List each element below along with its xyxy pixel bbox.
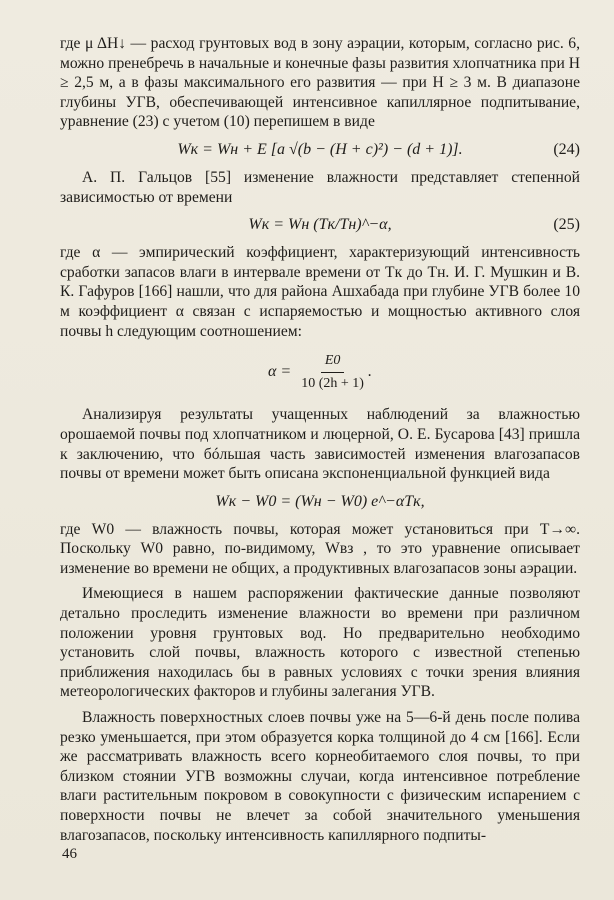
formula-alpha-end: . [367,363,372,381]
formula-alpha-numerator: E0 [321,351,345,373]
formula-25-body: Wк = Wн (Tк/Tн)^−α, [248,216,392,234]
formula-alpha-fraction [297,351,368,393]
paragraph-5: где W0 — влажность почвы, которая может установиться при T→∞. Поскольку W0 равно, по-видимому, Wвз , то это уравнение описывает изменение во времени не общих, а продуктивных влагозапасов зоны аэрации. [60,520,580,577]
text-column [60,34,580,845]
formula-25-number: (25) [553,216,580,234]
paragraph-6: Имеющиеся в нашем распоряжении фактические данные позволяют детально проследить изменение влажности во времени при различном положении уровня грунтовых вод. Но предварительно необходимо установить слой почвы, влажность которого с известной степенью приближения находилась бы в равных условиях с точки зрения влияния метеорологических факторов и глубины залегания УГВ. [60,585,580,701]
formula-24-number: (24) [553,141,580,159]
formula-alpha-lhs: α = [268,363,292,381]
formula-exp [60,491,580,513]
formula-24-body: Wк = Wн + E [a √(b − (H + c)²) − (d + 1)]. [177,141,463,159]
formula-alpha-denominator: 10 (2h + 1) [301,375,364,391]
formula-exp-body: Wк − W0 = (Wн − W0) e^−αTк, [215,492,425,510]
paragraph-2: А. П. Гальцов [55] изменение влажности представляет степенной зависимостью от времени [60,168,580,206]
paragraph-7: Влажность поверхностных слоев почвы уже на 5—6-й день после полива резко уменьшается, при этом образуется корка толщиной до 4 см [166]. Если же рассматривать влажность всего корнеобитаемого слоя почвы, то при близком стоянии УГВ возможны случаи, когда интенсивное потребление влаги растительным покровом в совокупности с физическим испарением с поверхности почвы не влечет за собой значительного уменьшения влагозапасов, поскольку интенсивность капиллярного подпиты- [60,709,580,844]
paragraph-3: где α — эмпирический коэффициент, характеризующий интенсивность сработки запасов влаги в интервале времени от Tк до Tн. И. Г. Мушкин и В. К. Гафуров [166] нашли, что для района Ашхабада при глубине УГВ более 10 м коэффициент α связан с испаряемостью и мощностью активного слоя почвы h следующим соотношением: [60,244,580,340]
page-number: 46 [62,846,77,862]
formula-alpha [60,351,580,393]
paragraph-4: Анализируя результаты учащенных наблюдений за влажностью орошаемой почвы под хлопчатником и люцерной, О. Е. Бусарова [43] пришла к заключению, что бóльшая часть зависимостей изменения влагозапасов почвы от времени может быть описана экспоненциальной функцией вида [60,406,580,483]
paragraph-1: где μ ΔH↓ — расход грунтовых вод в зону аэрации, которым, согласно рис. 6, можно пренебречь в начальные и конечные фазы развития хлопчатника при H ≥ 2,5 м, а в фазы максимального его развития — при H ≥ 3 м. В диапазоне глубины УГВ, обеспечивающей интенсивное капиллярное подпитывание, уравнение (23) с учетом (10) перепишем в виде [60,35,580,131]
formula-24 [60,139,580,161]
formula-25 [60,214,580,236]
